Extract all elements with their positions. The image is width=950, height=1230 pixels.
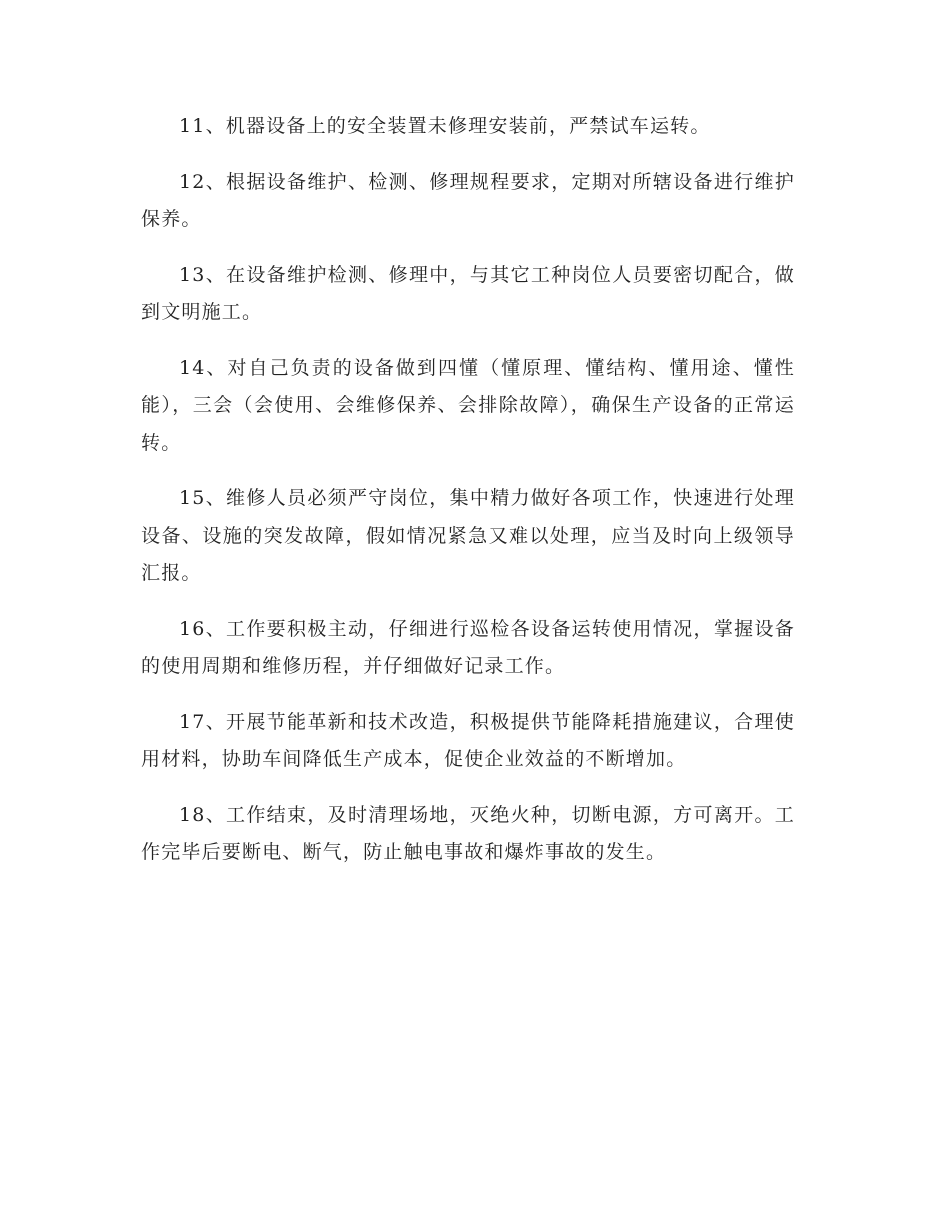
- paragraph-16: 16、工作要积极主动，仔细进行巡检各设备运转使用情况，掌握设备的使用周期和维修历程，并仔细做好记录工作。: [141, 617, 795, 677]
- paragraph-14: 14、对自己负责的设备做到四懂（懂原理、懂结构、懂用途、懂性能），三会（会使用、会维修保养、会排除故障），确保生产设备的正常运转。: [141, 356, 795, 454]
- document-body: [141, 108, 795, 890]
- paragraph-17: 17、开展节能革新和技术改造，积极提供节能降耗措施建议，合理使用材料，协助车间降低生产成本，促使企业效益的不断增加。: [141, 710, 795, 770]
- paragraph-13: 13、在设备维护检测、修理中，与其它工种岗位人员要密切配合，做到文明施工。: [141, 263, 795, 323]
- paragraph-12: 12、根据设备维护、检测、修理规程要求，定期对所辖设备进行维护保养。: [141, 170, 795, 230]
- paragraph-15: 15、维修人员必须严守岗位，集中精力做好各项工作，快速进行处理设备、设施的突发故障，假如情况紧急又难以处理，应当及时向上级领导汇报。: [141, 487, 795, 584]
- paragraph-11: 11、机器设备上的安全装置未修理安装前，严禁试车运转。: [179, 115, 711, 137]
- paragraph-18: 18、工作结束，及时清理场地，灭绝火种，切断电源，方可离开。工作完毕后要断电、断气，防止触电事故和爆炸事故的发生。: [141, 803, 795, 863]
